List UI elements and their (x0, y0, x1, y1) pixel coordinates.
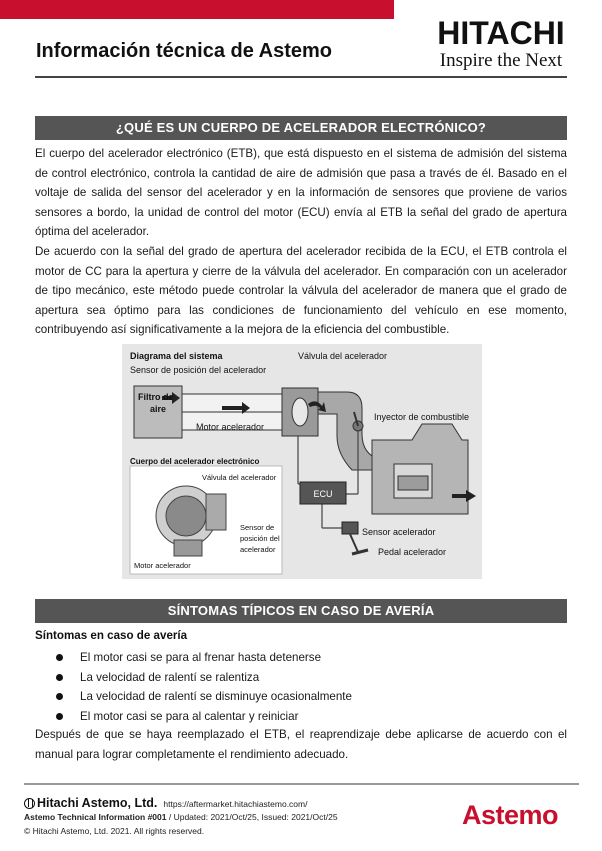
inset-motor-housing (174, 540, 202, 556)
label-inset-sensor-3: acelerador (240, 545, 276, 554)
bullet-icon (56, 693, 63, 700)
inset-sensor-housing (206, 494, 226, 530)
logo-name: HITACHI (437, 15, 565, 51)
footer-info-dates: / Updated: 2021/Oct/25, Issued: 2021/Oct/25 (166, 812, 338, 822)
ecu-label: ECU (313, 489, 333, 499)
section-heading-what-is: ¿QUÉ ES UN CUERPO DE ACELERADOR ELECTRÓNICO? (35, 116, 567, 140)
label-air-filter-1: Filtro de (138, 392, 174, 402)
label-inset-sensor-1: Sensor de (240, 523, 275, 532)
diagram-title: Diagrama del sistema (130, 351, 223, 361)
system-diagram-svg (122, 344, 482, 579)
label-injector: Inyector de combustible (374, 412, 470, 422)
hitachi-logo (416, 16, 586, 72)
label-air-filter-2: aire (150, 404, 167, 414)
paragraph-1: El cuerpo del acelerador electrónico (ETB), que está dispuesto en el sistema de admisión del sistema de control electrónico, controla la cantidad de aire de admisión que pasa a través de él. Basado en el voltaje de salida del sensor del acelerador y en la información de sensores que proviene de varios sensores a bordo, la unidad de control del motor (ECU) envía al ETB la señal del grado de apertura óptima del acelerador. (35, 147, 567, 239)
header-red-bar (0, 0, 394, 19)
list-item: El motor casi se para al frenar hasta detenerse (55, 648, 352, 668)
footer-info (24, 812, 338, 822)
throttle-valve (292, 398, 308, 426)
symptoms-list (55, 648, 352, 726)
bullet-icon (56, 713, 63, 720)
footer-info-bold: Astemo Technical Information #001 (24, 812, 167, 822)
list-item: La velocidad de ralentí se ralentiza (55, 668, 352, 688)
section-heading-symptoms: SÍNTOMAS TÍPICOS EN CASO DE AVERÍA (35, 599, 567, 623)
footer-brand: Hitachi Astemo, Ltd. (37, 796, 158, 810)
astemo-logo: Astemo (462, 800, 559, 830)
list-item: La velocidad de ralentí se disminuye ocasionalmente (55, 687, 352, 707)
accel-sensor-box (342, 522, 358, 534)
bullet-icon (56, 674, 63, 681)
label-throttle-valve: Válvula del acelerador (298, 351, 388, 361)
footer-copyright: © Hitachi Astemo, Ltd. 2021. All rights reserved. (24, 826, 205, 836)
header-rule (35, 76, 567, 78)
label-throttle-sensor: Sensor de posición del acelerador (130, 365, 267, 375)
symptoms-subheading: Síntomas en caso de avería (35, 629, 188, 642)
label-motor: Motor acelerador (196, 422, 265, 432)
hitachi-mark-icon (24, 798, 35, 809)
label-etb-body: Cuerpo del acelerador electrónico (130, 457, 260, 466)
pedal-arm (350, 534, 358, 552)
bullet-icon (56, 654, 63, 661)
label-pedal: Pedal acelerador (378, 547, 447, 557)
paragraph-2: De acuerdo con la señal del grado de apertura del acelerador recibida de la ECU, el ETB controla el motor de CC para la apertura y cierre de la válvula del acelerador. En comparación con un acelerador de tipo mecánico, este método puede controlar la válvula del acelerador de manera que el grado de apertura sea óptimo para las condiciones de funcionamiento del vehículo en ese momento, contribuyendo así significativamente a la mejora de la eficiencia del combustible. (35, 245, 567, 337)
symptoms-note: Después de que se haya reemplazado el ETB, el reaprendizaje debe aplicarse de acuerdo con el manual para lograr completamente el rendimiento adecuado. (35, 728, 567, 761)
label-inset-valve: Válvula del acelerador (202, 473, 277, 482)
pedal-plate (352, 550, 368, 554)
footer-url[interactable]: https://aftermarket.hitachiastemo.com/ (163, 799, 308, 809)
inset-valve-plate (166, 496, 206, 536)
page-title: Información técnica de Astemo (36, 40, 332, 62)
system-diagram (122, 344, 482, 579)
piston (398, 476, 428, 490)
footer-rule (24, 783, 579, 785)
label-inset-motor: Motor acelerador (134, 561, 191, 570)
footer-brand-line (24, 794, 307, 812)
label-accel-sensor: Sensor acelerador (362, 527, 436, 537)
list-item: El motor casi se para al calentar y reiniciar (55, 707, 352, 727)
logo-tagline: Inspire the Next (439, 50, 563, 71)
label-inset-sensor-2: posición del (240, 534, 280, 543)
